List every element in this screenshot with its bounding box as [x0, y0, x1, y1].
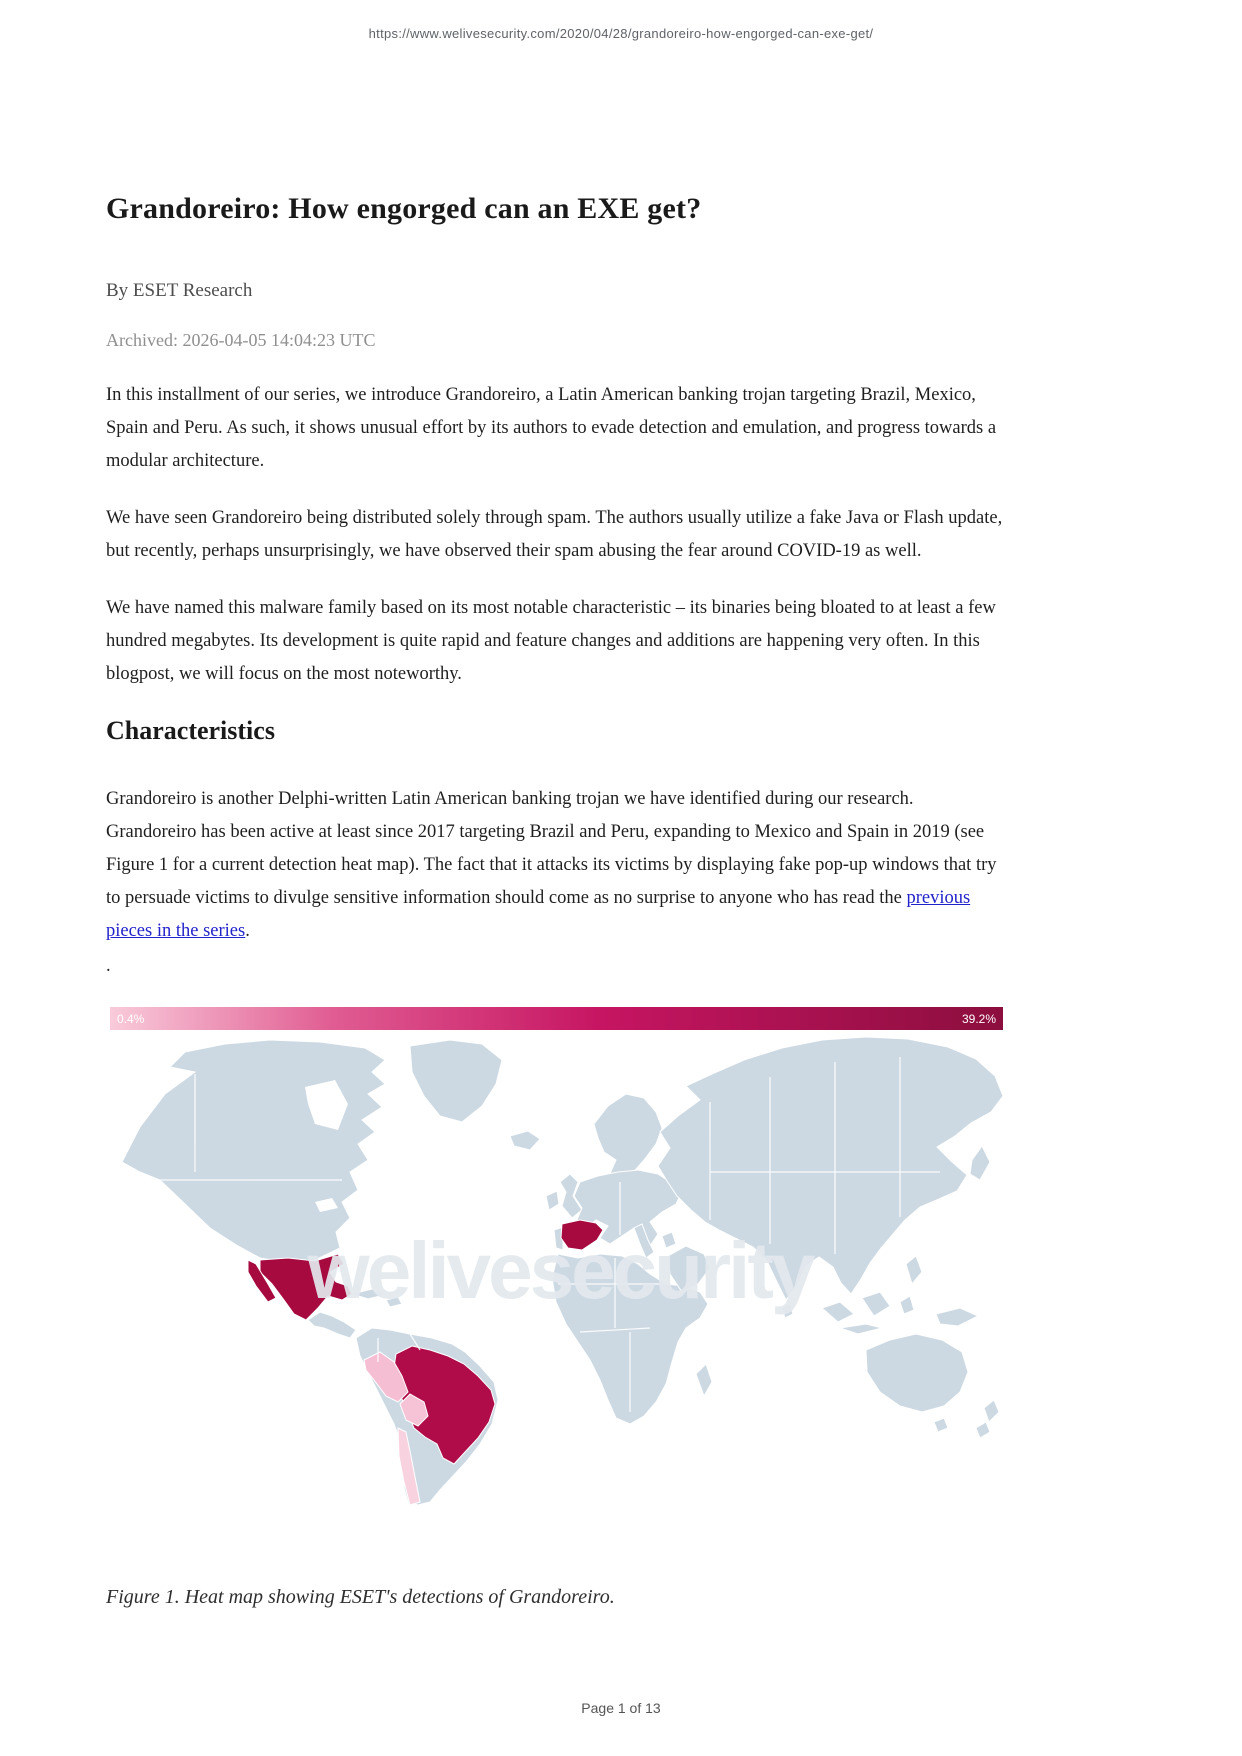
stray-dot: .: [106, 956, 111, 976]
archived-timestamp: Archived: 2026-04-05 14:04:23 UTC: [106, 330, 376, 350]
map-tasmania: [934, 1418, 948, 1432]
section-heading-characteristics: Characteristics: [106, 716, 275, 745]
paragraph-intro: In this installment of our series, we introduce Grandoreiro, a Latin American banking trojan targeting Brazil, Mexico, Spain and Peru. As such, it shows unusual effort by its authors to evade detection and emulation, and progress towards a modular architecture.: [106, 385, 997, 471]
map-new-zealand-north: [984, 1400, 999, 1422]
map-madagascar: [696, 1364, 712, 1396]
paragraph-text: Grandoreiro is another Delphi-written Latin American banking trojan we have identified during our research. Grandoreiro has been active at least since 2017 targeting Brazil and Peru, expanding to Mexico and Spain in 2019 (see Figure 1 for a current detection heat map). The fact that it attacks its victims by displaying fake pop-up windows that try to persuade victims to divulge sensitive information should come as no surprise to anyone who has read the: [106, 789, 997, 908]
heatmap-legend-gradient: [110, 1007, 1003, 1030]
world-heatmap: [110, 1032, 1007, 1505]
map-australia: [866, 1334, 968, 1412]
map-java: [840, 1324, 882, 1334]
welivesecurity-watermark: welivesecurity: [307, 1226, 813, 1315]
figure-caption: Figure 1. Heat map showing ESET's detections of Grandoreiro.: [106, 1586, 615, 1608]
paragraph-suffix: .: [245, 921, 250, 941]
map-central-america: [308, 1312, 356, 1338]
legend-max-label: 39.2%: [961, 1011, 996, 1026]
archive-url: https://www.welivesecurity.com/2020/04/28/grandoreiro-how-engorged-can-exe-get/: [368, 26, 874, 41]
paragraph-characteristics: [106, 783, 1008, 948]
map-borneo: [862, 1292, 890, 1316]
paragraph-naming: We have named this malware family based on its most notable characteristic – its binaries being bloated to at least a few hundred megabytes. Its development is quite rapid and feature changes and additions are happening very often. In this blogpost, we will focus on the most noteworthy.: [106, 598, 996, 684]
map-sumatra: [822, 1302, 854, 1322]
map-iceland: [510, 1131, 540, 1150]
map-new-guinea: [936, 1308, 978, 1326]
article-title: Grandoreiro: How engorged can an EXE get?: [106, 192, 702, 225]
map-greenland: [410, 1040, 502, 1122]
paragraph-distribution: We have seen Grandoreiro being distributed solely through spam. The authors usually utilize a fake Java or Flash update, but recently, perhaps unsurprisingly, we have observed their spam abusing the fear around COVID-19 as well.: [106, 508, 1003, 561]
page-number: Page 1 of 13: [581, 1700, 661, 1716]
byline: By ESET Research: [106, 280, 253, 301]
previous-pieces-link[interactable]: previous pieces in the series: [106, 888, 971, 941]
map-japan: [970, 1146, 990, 1180]
legend-min-label: 0.4%: [117, 1011, 145, 1026]
map-ireland: [546, 1191, 559, 1210]
map-new-zealand-south: [976, 1422, 990, 1438]
map-philippines: [906, 1256, 922, 1284]
map-sulawesi: [900, 1296, 914, 1314]
